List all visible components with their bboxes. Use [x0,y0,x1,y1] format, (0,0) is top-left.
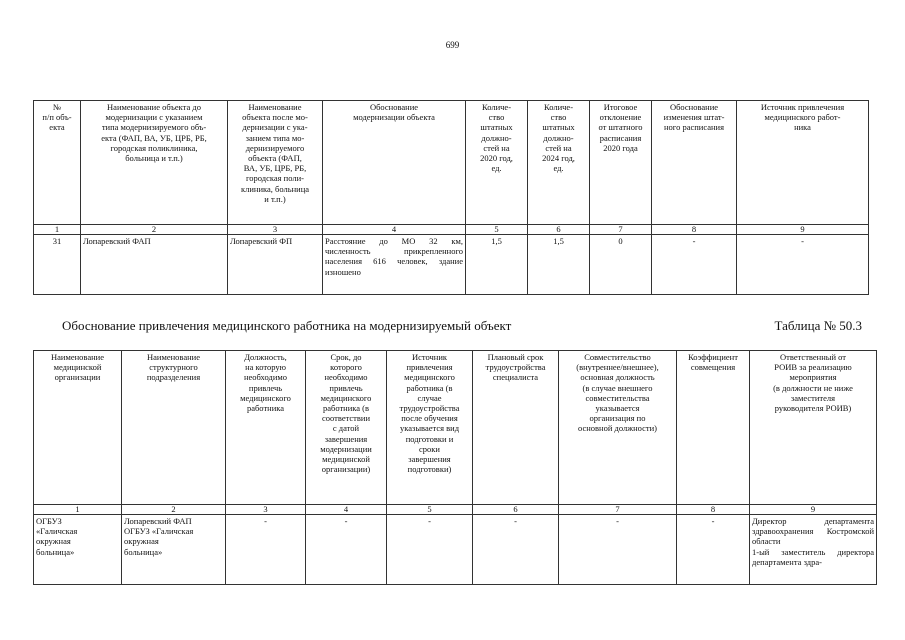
column-number: 9 [750,505,877,515]
table-row [34,515,877,585]
column-number: 1 [34,505,122,515]
column-number: 2 [122,505,226,515]
column-number: 3 [226,505,306,515]
column-number: 6 [473,505,559,515]
column-number: 4 [306,505,387,515]
table-label: Таблица № 50.3 [774,318,862,333]
table2-header-cell: Источник привлечения медицинского работника (в случае трудоустройства после обучения указывается вид подготовки и сроки завершения подготовки) [387,351,473,505]
table1-header-cell: Источник привлечения медицинского работ- ника [737,101,869,225]
column-number: 8 [677,505,750,515]
recruitment-source: - [387,515,473,585]
table2-header-cell: Коэффициент совмещения [677,351,750,505]
table1-header-cell: Количе- ство штатных должно- стей на 2024 год, ед. [528,101,590,225]
staff-2024: 1,5 [528,235,590,295]
table1-header-cell: Количе- ство штатных должно- стей на 2020 год, ед. [466,101,528,225]
table1-header-cell: № п/п объ- екта [34,101,81,225]
table1-header-cell: Итоговое отклонение от штатного расписания 2020 года [590,101,652,225]
table2-header-cell: Наименование структурного подразделения [122,351,226,505]
column-number: 5 [387,505,473,515]
staff-deviation: 0 [590,235,652,295]
part-time-info: - [559,515,677,585]
section-heading [62,318,862,334]
position: - [226,515,306,585]
section-title: Обоснование привлечения медицинского работника на модернизируемый объект [62,318,512,333]
table1-header-cell: Обоснование изменения штат- ного расписания [652,101,737,225]
column-number: 3 [228,225,323,235]
worker-recruitment-table [33,350,877,585]
recruitment-source: - [737,235,869,295]
table2-header-cell: Наименование медицинской организации [34,351,122,505]
modernization-rationale: Расстояние до МО 32 км, численность прикрепленного населения 616 человек, здание изношено [323,235,466,295]
table2-number-row [34,505,877,515]
column-number: 5 [466,225,528,235]
table1-header-cell: Наименование объекта до модернизации с указанием типа модернизируемого объ- екта (ФАП, ВА, УБ, ЦРБ, РБ, городская поликлиника, больница и т.п.) [81,101,228,225]
combination-coefficient: - [677,515,750,585]
column-number: 4 [323,225,466,235]
page-number: 699 [445,40,460,50]
table1-number-row [34,225,869,235]
table2-header-cell: Срок, до которого необходимо привлечь медицинского работника (в соответствии с датой завершения модернизации медицинской организации) [306,351,387,505]
column-number: 1 [34,225,81,235]
table2-header-cell: Должность, на которую необходимо привлечь медицинского работника [226,351,306,505]
column-number: 7 [590,225,652,235]
column-number: 2 [81,225,228,235]
table-row [34,235,869,295]
column-number: 7 [559,505,677,515]
object-before: Лопаревский ФАП [81,235,228,295]
table1-header-cell: Обоснование модернизации объекта [323,101,466,225]
column-number: 9 [737,225,869,235]
planned-hire-date: - [473,515,559,585]
column-number: 8 [652,225,737,235]
table1-header-row [34,101,869,225]
table2-header-cell: Совместительство (внутреннее/внешнее), основная должность (в случае внешнего совместительства указывается организация по основной должности) [559,351,677,505]
column-number: 6 [528,225,590,235]
deadline: - [306,515,387,585]
staff-2020: 1,5 [466,235,528,295]
medical-organization: ОГБУЗ «Галичская окружная больница» [34,515,122,585]
table2-header-cell: Плановый срок трудоустройства специалиста [473,351,559,505]
structural-unit: Лопаревский ФАП ОГБУЗ «Галичская окружная больница» [122,515,226,585]
table2-header-cell: Ответственный от РОИВ за реализацию мероприятия (в должности не ниже заместителя руководителя РОИВ) [750,351,877,505]
responsible-official: Директор департамента здравоохранения Костромской области 1-ый заместитель директора департамента здра- [750,515,877,585]
object-number: 31 [34,235,81,295]
table1-header-cell: Наименование объекта после мо- дернизации с ука- занием типа мо- дернизируемого объекта (ФАП, ВА, УБ, ЦРБ, РБ, городская поли- клиника, больница и т.п.) [228,101,323,225]
staff-change-rationale: - [652,235,737,295]
object-after: Лопаревский ФП [228,235,323,295]
modernization-object-table [33,100,869,295]
table2-header-row [34,351,877,505]
